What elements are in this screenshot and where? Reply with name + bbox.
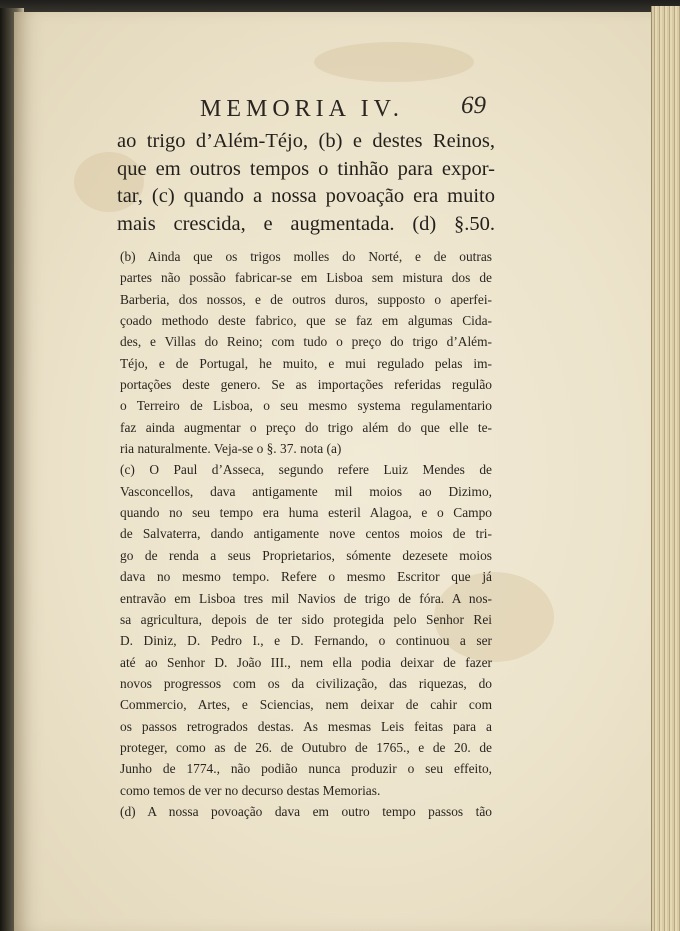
running-title: MEMORIA IV. [200,96,404,122]
footnote-line: Commercio, Artes, e Sciencias, nem deixar de cahir com [120,697,492,713]
footnote-line: como temos de ver no decurso destas Memorias. [120,782,381,798]
footnote-line: dava no mesmo tempo. Refere o mesmo Escritor que já [120,569,492,585]
text-line: tar, (c) quando a nossa povoação era muito [117,185,495,207]
footnote-line: des, e Villas do Reino; com tudo o preço do trigo d’Além- [120,334,492,350]
footnote-line: (b) Ainda que os trigos molles do Norté, e de outras [120,249,492,264]
main-text-block [117,128,495,238]
text-line: mais crescida, e augmentada. (d) §.50. [117,212,495,235]
footnote-line: o Terreiro de Lisboa, o seu mesmo systema regulamentario [120,398,492,414]
page-header [200,92,500,126]
footnote-line: (d) A nossa povoação dava em outro tempo passos tão [120,803,492,819]
footnote-line: (c) O Paul d’Asseca, segundo refere Luiz Mendes de [120,462,492,478]
footnote-line: Junho de 1774., não podião nunca produzir o seu effeito, [120,761,492,777]
footnote-line: quando no seu tempo era huma esteril Alagoa, e o Campo [120,505,492,521]
footnote-line: Barberia, dos nossos, e de outros duros, supposto o aperfei- [120,291,492,307]
footnote-line: Téjo, e de Portugal, he muito, e mui regulado pelas im- [120,355,492,371]
footnote-line: partes não possão fabricar-se em Lisboa sem mistura dos de [120,270,492,286]
footnote-line: çoado methodo deste fabrico, que se faz em algumas Cida- [120,313,492,329]
text-line: que em outros tempos o tinhão para expor- [117,157,495,180]
footnote-line: go de renda a seus Proprietarios, sómente dezesete moios [120,547,492,563]
footnote-line: novos progressos com os da civilização, das riquezas, do [120,675,492,691]
page-fore-edge [651,6,680,931]
footnote-line: até ao Senhor D. João III., nem ella podia deixar de fazer [120,654,492,670]
footnote-line: Vasconcellos, dava antigamente mil moios ao Dizimo, [120,483,492,499]
text-line: ao trigo d’Além-Téjo, (b) e destes Reinos, [117,130,495,152]
footnote-line: proteger, como as de 26. de Outubro de 1765., e de 20. de [120,739,492,755]
footnote-line: os passos retrogrados destas. As mesmas Leis feitas para a [120,718,492,734]
paper-stain [314,42,474,82]
footnote-line: faz ainda augmentar o preço do trigo além do que elle te- [120,419,492,435]
page-number: 69 [461,92,486,119]
footnote-line: de Salvaterra, dando antigamente nove centos moios de tri- [120,526,492,542]
footnote-line: portações deste genero. Se as importações referidas regulão [120,377,492,393]
footnote-line: ria naturalmente. Veja-se o §. 37. nota (a) [120,441,342,457]
footnote-line: entravão em Lisboa tres mil Navios de trigo de fóra. A nos- [120,590,492,606]
footnote-line: sa agricultura, depois de ter sido protegida pelo Senhor Rei [120,611,492,627]
footnotes-block [120,246,492,822]
footnote-line: D. Diniz, D. Pedro I., e D. Fernando, o continuou a ser [120,633,492,649]
